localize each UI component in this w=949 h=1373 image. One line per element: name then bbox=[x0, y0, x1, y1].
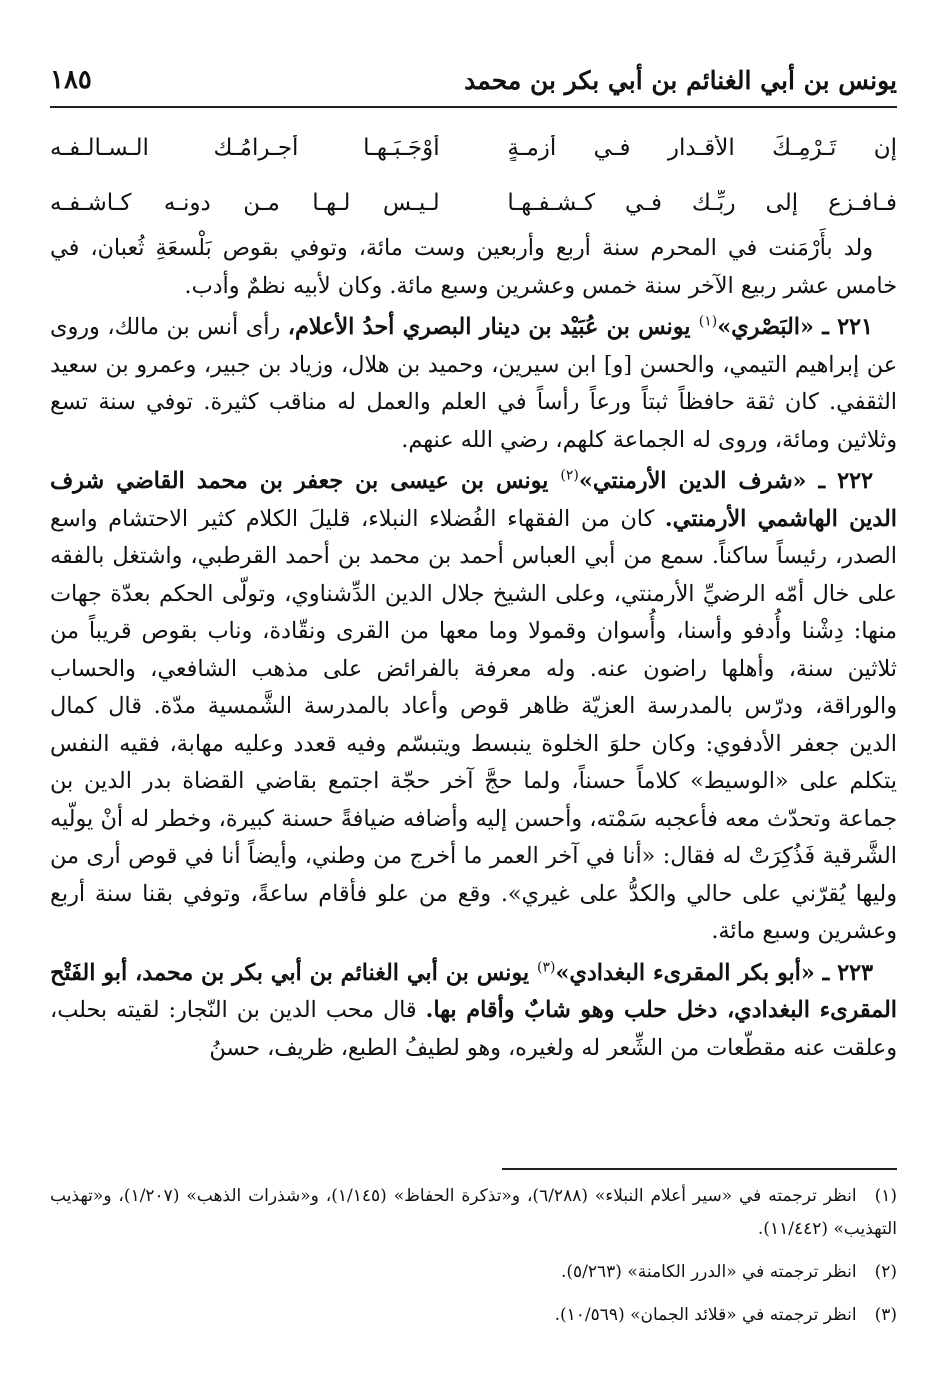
footnote-number: (٣) bbox=[874, 1305, 897, 1325]
footnote-1 bbox=[50, 1180, 897, 1246]
entry-text: كان من الفقهاء الفُضلاء النبلاء، قليلَ الكلام كثير الاحتشام واسع الصدر، رئيساً ساكناً. سمع من أبي العباس أحمد بن محمد بن أحمد القرطبي، واشتغل بالفقه على خال أمّه الرضيِّ الأرمنتي، وعلى الشيخ جلال الدين الدِّشناوي، وتولّى الحكم بعدّة جهات منها: دِشْنا وأُدفو وأسنا، وأُسوان وقمولا وما معها من القرى ونقّادة، وناب بقوص قريباً من ثلاثين سنة، وأهلها راضون عنه. وله معرفة بالفرائض على مذهب الشافعي، والحساب والوراقة، ودرّس بالمدرسة العزيّة ظاهر قوص وأعاد بالمدرسة الشَّمسية مدّة. قال كمال الدين جعفر الأدفوي: وكان حلوَ الخلوة ينبسط ويتبسّم وفيه قعدد وعليه مهابة، فقيه النفس يتكلم على «الوسيط» كلاماً حسناً، ولما حجَّ آخر حجّة اجتمع بقاضي القضاة بدر الدين بن جماعة وتحدّث معه فأعجبه سَمْته، وأحسن إليه وأضافه ضيافةً حسنة كبيرة، وخطر له أنْ يولّيه الشَّرقية فَذُكِرَتْ له فقال: «أنا في آخر العمر ما أخرج من وطني، وأيضاً أنا في قوص أرى من وليها يُقرّني على حالي والكدُّ على غيري». وقع من علو فأقام ساعةً، وتوفي بقنا سنة أربع وعشرين وسبع مائة. bbox=[50, 505, 897, 944]
hemistich-second: أَوْجَـبَـهـا أجـرامُـك الـسـالـفـه bbox=[50, 134, 440, 161]
footnote-text: انظر ترجمته في «قلائد الجمان» (١٠/٥٦٩). bbox=[554, 1305, 857, 1325]
paragraph-text: ولد بأَرْمَنت في المحرم سنة أربع وأربعين وست مائة، وتوفي بقوص بَلْسعَةِ ثُعبان، في خامس عشر ربيع الآخر سنة خمس وعشرين وسبع مائة. وكان لأبيه نظمٌ وأدب. bbox=[50, 235, 897, 299]
footnote-separator bbox=[502, 1168, 897, 1170]
footnote-marker[interactable]: (٣) bbox=[536, 959, 556, 976]
footnote-2 bbox=[50, 1256, 897, 1289]
entry-text: قال محب الدين بن النّجار: لقيته بحلب، وعلقت عنه مقطّعات من الشِّعر له ولغيره، وهو لطيفُ الطبع، ظريف، حسنُ bbox=[50, 997, 897, 1061]
page-header bbox=[50, 58, 897, 102]
entry-name: يونس بن أبي الغنائم بن أبي بكر بن محمد، أبو الفَتْح المقرىء البغدادي، دخل حلب وهو شابٌ وأقام بها. bbox=[50, 959, 897, 1023]
verse bbox=[50, 120, 897, 175]
footnote-marker[interactable]: (١) bbox=[698, 313, 718, 330]
hemistich-first: إن تَـرْمِـكَ الأقـدار فـي أزمـةٍ bbox=[507, 134, 897, 161]
entry-222 bbox=[50, 463, 897, 951]
entry-223 bbox=[50, 955, 897, 1068]
footnote-marker[interactable]: (٢) bbox=[560, 467, 579, 484]
entry-heading: ٢٢٢ ـ «شرف الدين الأرمنتي» bbox=[578, 468, 873, 494]
entry-221 bbox=[50, 309, 897, 459]
page-number: ١٨٥ bbox=[50, 65, 92, 95]
entry-heading: ٢٢٣ ـ «أبو بكر المقرىء البغدادي» bbox=[555, 959, 873, 986]
main-text bbox=[50, 230, 897, 1071]
entry-name: يونس بن عُبَيْد بن دينار البصري أحدُ الأعلام، bbox=[287, 314, 699, 340]
footnotes bbox=[50, 1180, 897, 1342]
hemistich-second: لـيـس لـهـا مـن دونـه كـاشـفـه bbox=[50, 189, 440, 216]
running-title: يونس بن أبي الغنائم بن أبي بكر بن محمد bbox=[464, 65, 897, 95]
hemistich-first: فـافـزع إلى ربِّـك فـي كـشـفـهـا bbox=[507, 189, 897, 216]
entry-name: يونس بن عيسى بن جعفر بن محمد القاضي شرف الدين الهاشمي الأرمنتي. bbox=[50, 468, 897, 532]
entry-heading: ٢٢١ ـ «البَصْري» bbox=[717, 314, 873, 340]
footnote-number: (٢) bbox=[874, 1262, 897, 1282]
verse bbox=[50, 175, 897, 230]
header-rule bbox=[50, 106, 897, 108]
paragraph-birth bbox=[50, 230, 897, 305]
footnote-text: انظر ترجمته في «الدرر الكامنة» (٥/٢٦٣). bbox=[560, 1262, 857, 1282]
poem bbox=[50, 120, 897, 230]
entry-text: رأى أنس بن مالك، وروى عن إبراهيم التيمي، والحسن [و] ابن سيرين، وحميد بن هلال، وزياد بن جبير، وعمرو بن سعيد الثقفي. كان ثقة حافظاً ثبتاً ورعاً رأساً في العلم والعمل له مناقب كثيرة. توفي سنة تسع وثلاثين ومائة، وروى له الجماعة كلهم، رضي الله عنهم. bbox=[50, 314, 897, 453]
footnote-text: انظر ترجمته في «سير أعلام النبلاء» (٦/٢٨٨)، و«تذكرة الحفاظ» (١/١٤٥)، و«شذرات الذهب» (١/٢٠٧)، و«تهذيب التهذيب» (١١/٤٤٢). bbox=[50, 1186, 897, 1239]
footnote-number: (١) bbox=[874, 1186, 898, 1206]
footnote-3 bbox=[50, 1299, 897, 1332]
